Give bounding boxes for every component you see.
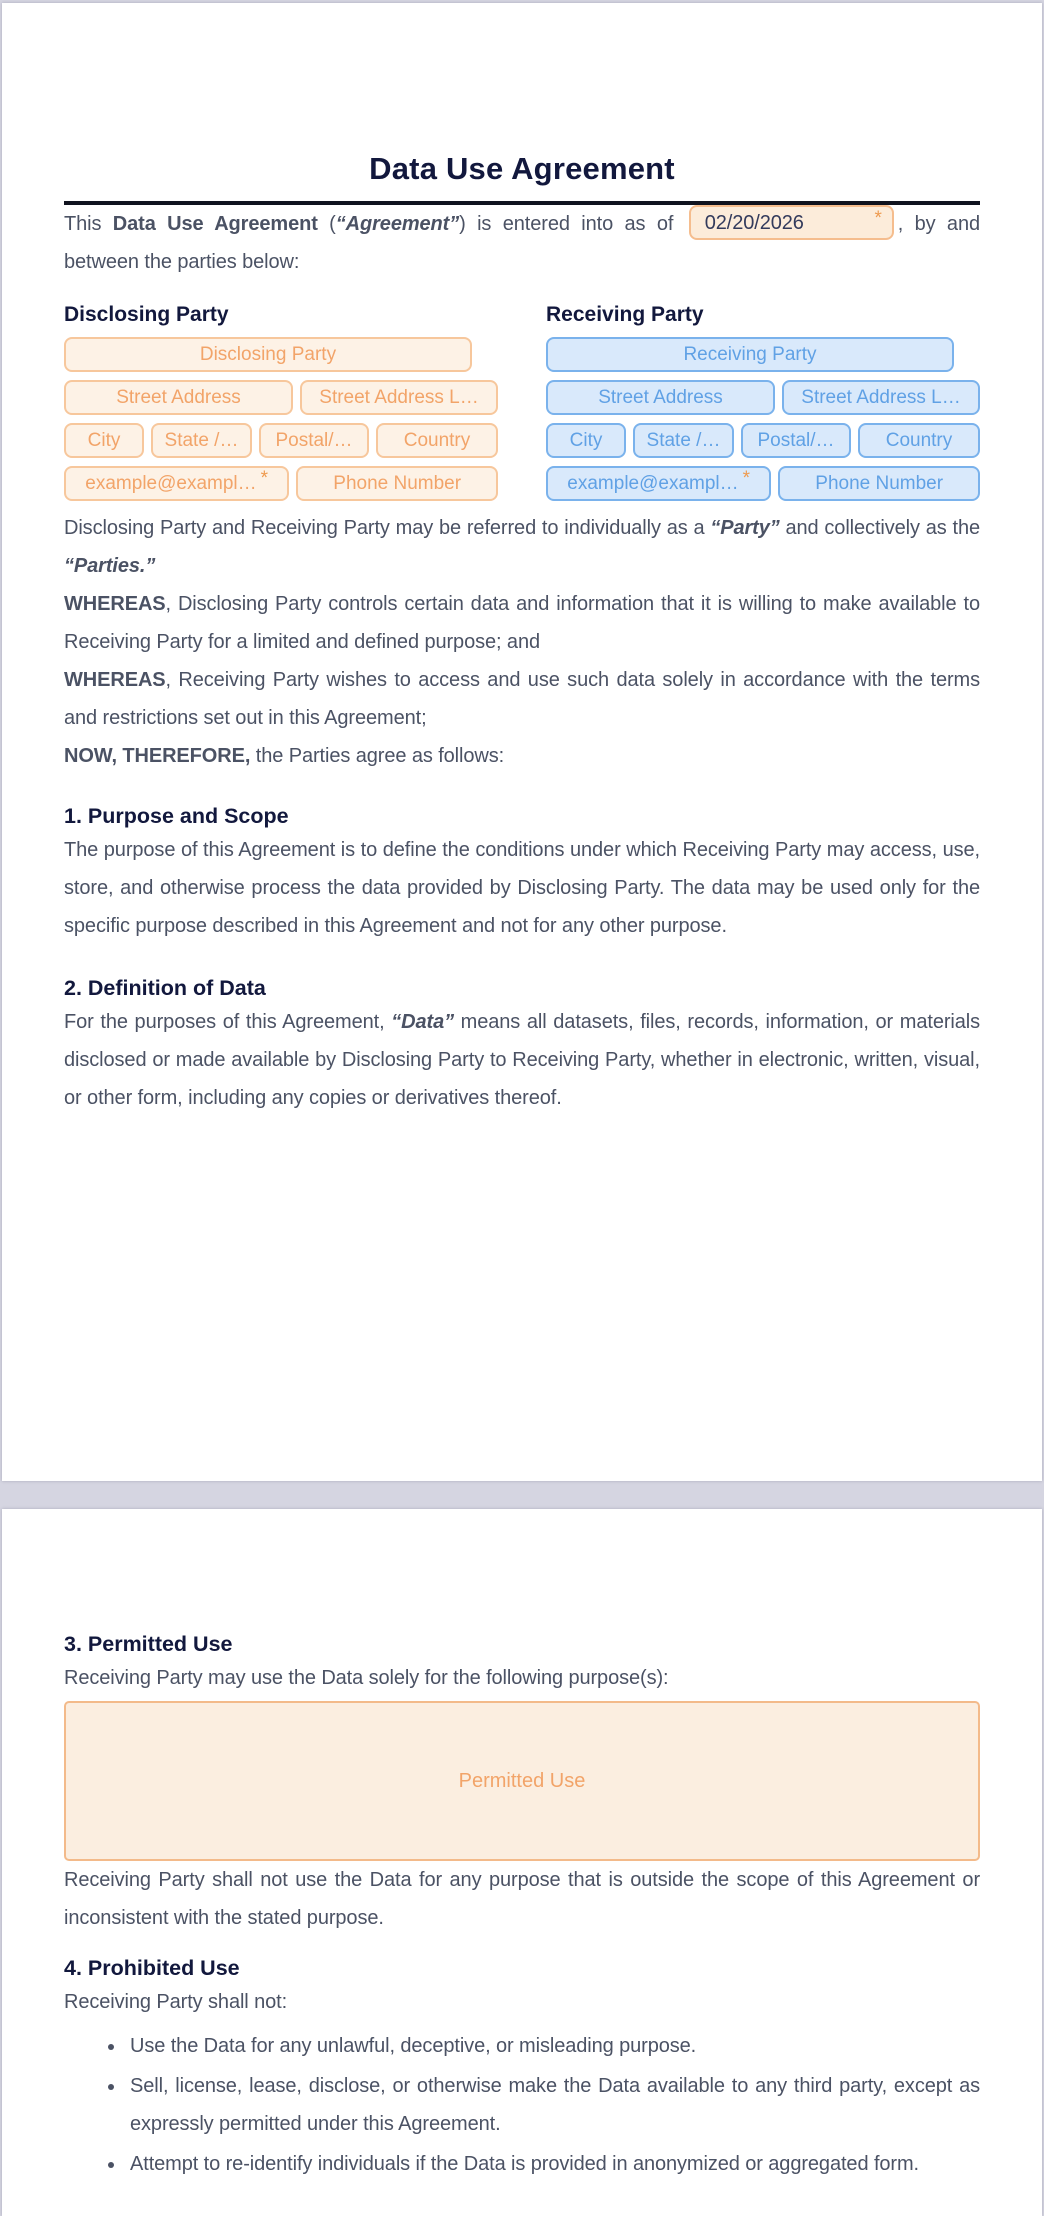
disclosing-street-field[interactable] xyxy=(64,380,293,415)
placeholder-text: State /… xyxy=(646,429,721,451)
document-title: Data Use Agreement xyxy=(369,151,675,186)
document-page-2 xyxy=(2,1509,1042,2216)
required-asterisk: * xyxy=(874,208,882,230)
receiving-state-field[interactable] xyxy=(633,423,734,458)
section-1-heading: 1. Purpose and Scope xyxy=(64,804,289,828)
receiving-party-heading: Receiving Party xyxy=(546,303,704,326)
agreement-date-field[interactable] xyxy=(689,205,894,240)
section-1-body: The purpose of this Agreement is to define the conditions under which Receiving Party may access, use, store, and otherwise process the data provided by Disclosing Party. The data may be used only for the specific purpose described in this Agreement and not for any other purpose. xyxy=(64,839,980,937)
placeholder-text: Permitted Use xyxy=(458,1769,586,1792)
receiving-postal-field[interactable] xyxy=(741,423,851,458)
list-item: • Sell, license, lease, disclose, or otherwise make the Data available to any third party, except as expressly permitted under this Agreement. xyxy=(126,2067,980,2143)
disclosing-email-field[interactable] xyxy=(64,466,289,501)
receiving-email-field[interactable] xyxy=(546,466,771,501)
section-4-heading: 4. Prohibited Use xyxy=(64,1956,240,1980)
disclosing-party-column xyxy=(64,303,498,509)
receiving-street2-field[interactable] xyxy=(782,380,980,415)
receiving-phone-field[interactable] xyxy=(778,466,980,501)
placeholder-text: Postal/… xyxy=(757,429,835,451)
disclosing-state-field[interactable] xyxy=(151,423,252,458)
parties-definition-paragraph: Disclosing Party and Receiving Party may be referred to individually as a “Party” and collectively as the “Parties.” xyxy=(64,517,981,577)
placeholder-text: Postal/… xyxy=(275,429,353,451)
permitted-use-textarea[interactable] xyxy=(64,1701,980,1861)
list-item: • Attempt to re-identify individuals if the Data is provided in anonymized or aggregated form. xyxy=(126,2145,980,2183)
parties-block xyxy=(64,303,980,509)
placeholder-text: Street Address L… xyxy=(319,386,479,408)
prohibited-use-list xyxy=(64,2027,980,2183)
intro-paragraph xyxy=(64,205,980,281)
disclosing-street2-field[interactable] xyxy=(300,380,498,415)
disclosing-name-field[interactable] xyxy=(64,337,472,372)
disclosing-city-field[interactable] xyxy=(64,423,144,458)
placeholder-text: example@exampl… xyxy=(567,472,739,494)
whereas-paragraph-2: WHEREAS, Receiving Party wishes to access and use such data solely in accordance with the terms and restrictions set out in this Agreement; xyxy=(64,669,980,729)
placeholder-text: Country xyxy=(885,429,953,451)
required-asterisk: * xyxy=(742,468,751,489)
list-item: • Use the Data for any unlawful, deceptive, or misleading purpose. xyxy=(126,2027,980,2065)
placeholder-text: Receiving Party xyxy=(683,343,817,365)
placeholder-text: City xyxy=(87,429,121,451)
receiving-country-field[interactable] xyxy=(858,423,980,458)
document-page-1 xyxy=(2,3,1042,1481)
agreement-date-value: 02/20/2026 xyxy=(704,211,804,234)
section-3-heading: 3. Permitted Use xyxy=(64,1632,233,1656)
intro-text-before: This Data Use Agreement (“Agreement”) is entered into as of xyxy=(64,213,685,235)
receiving-street-field[interactable] xyxy=(546,380,775,415)
receiving-city-field[interactable] xyxy=(546,423,626,458)
receiving-name-field[interactable] xyxy=(546,337,954,372)
placeholder-text: City xyxy=(569,429,603,451)
disclosing-party-heading: Disclosing Party xyxy=(64,303,229,326)
intro-text-after: , by and between the parties below: xyxy=(64,213,980,273)
placeholder-text: Disclosing Party xyxy=(199,343,337,365)
placeholder-text: Phone Number xyxy=(815,472,944,494)
section-3-lead: Receiving Party may use the Data solely for the following purpose(s): xyxy=(64,1667,669,1689)
section-2-body: For the purposes of this Agreement, “Data” means all datasets, files, records, information, or materials disclosed or made available by Disclosing Party to Receiving Party, whether in electronic, written, visual, or other form, including any copies or derivatives thereof. xyxy=(64,1011,981,1109)
required-asterisk: * xyxy=(260,468,269,489)
placeholder-text: Country xyxy=(403,429,471,451)
placeholder-text: State /… xyxy=(164,429,239,451)
placeholder-text: Street Address xyxy=(598,386,723,408)
section-2-heading: 2. Definition of Data xyxy=(64,976,266,1000)
section-4-lead: Receiving Party shall not: xyxy=(64,1991,288,2013)
receiving-party-column xyxy=(546,303,980,509)
now-therefore-paragraph: NOW, THEREFORE, the Parties agree as follows: xyxy=(64,745,505,767)
placeholder-text: example@exampl… xyxy=(85,472,257,494)
placeholder-text: Street Address xyxy=(116,386,241,408)
placeholder-text: Phone Number xyxy=(333,472,462,494)
disclosing-postal-field[interactable] xyxy=(259,423,369,458)
section-3-after-paragraph: Receiving Party shall not use the Data for any purpose that is outside the scope of this Agreement or inconsistent with the stated purpose. xyxy=(64,1869,980,1929)
whereas-paragraph-1: WHEREAS, Disclosing Party controls certain data and information that it is willing to make available to Receiving Party for a limited and defined purpose; and xyxy=(64,593,980,653)
disclosing-phone-field[interactable] xyxy=(296,466,498,501)
placeholder-text: Street Address L… xyxy=(801,386,961,408)
disclosing-country-field[interactable] xyxy=(376,423,498,458)
